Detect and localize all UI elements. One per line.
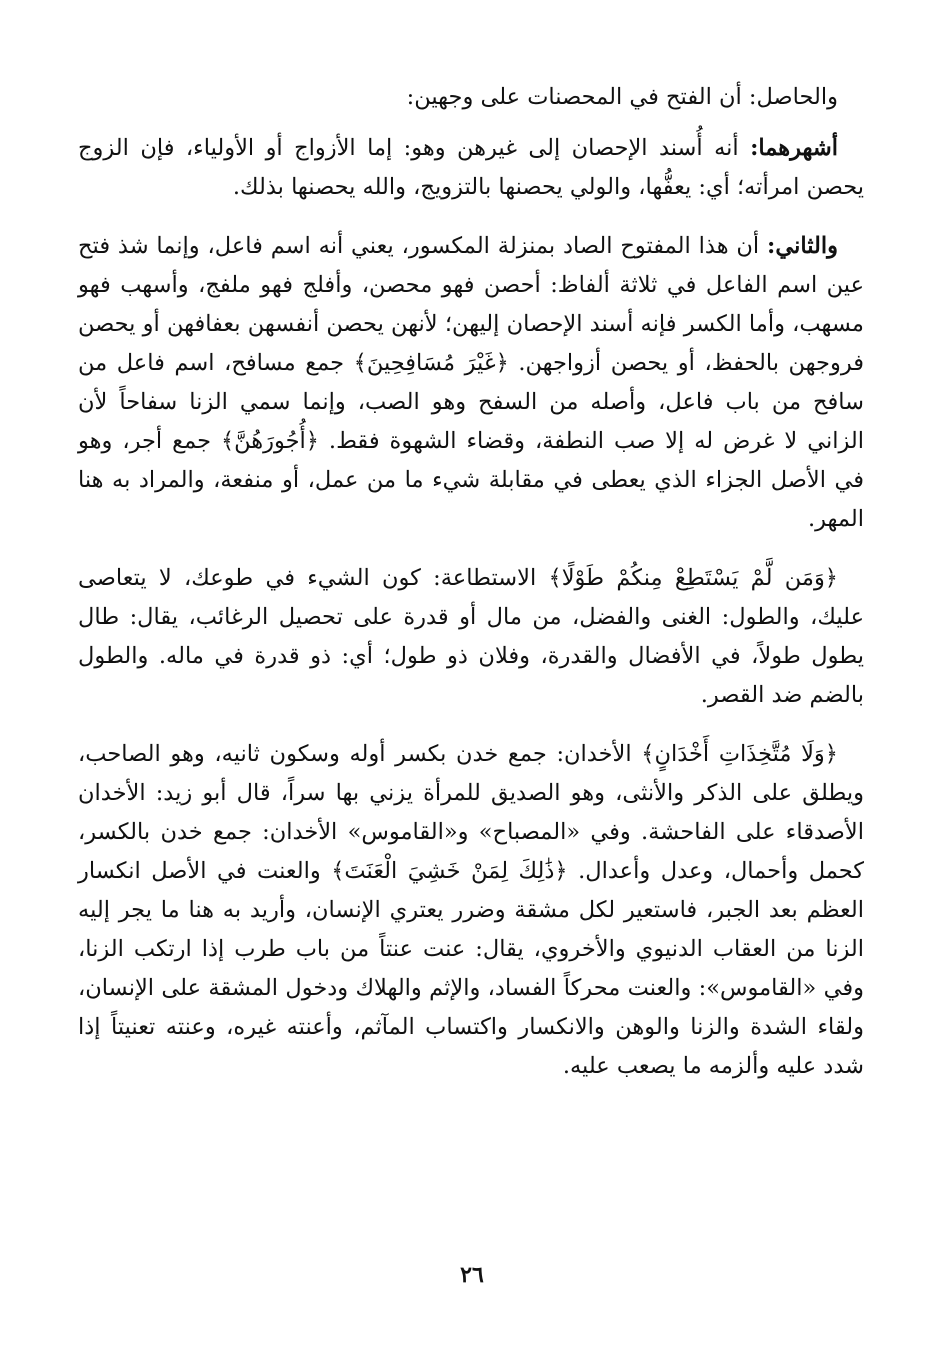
paragraph-lead: أشهرهما: — [750, 135, 838, 161]
paragraph-first-meaning — [78, 129, 864, 207]
paragraph-text: أنه أُسند الإحصان إلى غيرهن وهو: إما الأزواج أو الأولياء، فإن الزوج يحصن امرأته؛ أي: يعفُّها، والولي يحصنها بالتزويج، والله يحصنها بذلك. — [78, 135, 864, 200]
page-body — [78, 78, 864, 1106]
paragraph-text: أن هذا المفتوح الصاد بمنزلة المكسور، يعني أنه اسم فاعل، وإنما شذ فتح عين اسم الفاعل في ثلاثة ألفاظ: أحصن فهو محصن، وأفلج فهو ملفج، وأسهب فهو مسهب، وأما الكسر فإنه أسند الإحصان إليهن؛ لأنهن يحصن أنفسهن بعفافهن أو يحصن فروجهن بالحفظ، أو يحصن أزواجهن. ﴿غَيْرَ مُسَافِحِينَ﴾ جمع مسافح، اسم فاعل من سافح من باب فاعل، وأصله من السفح وهو الصب، وإنما سمي الزنا سفاحاً لأن الزاني لا غرض له إلا صب النطفة، وقضاء الشهوة فقط. ﴿أُجُورَهُنَّ﴾ جمع أجر، وهو في الأصل الجزاء الذي يعطى في مقابلة شيء ما من عمل، أو منفعة، والمراد به هنا المهر. — [78, 233, 865, 532]
paragraph-text: ﴿وَمَن لَّمْ يَسْتَطِعْ مِنكُمْ طَوْلًا﴾ الاستطاعة: كون الشيء في طوعك، لا يتعاصى عليك، والطول: الغنى والفضل، من مال أو قدرة على تحصيل الرغائب، يقال: طال يطول طولاً، في الأفضال والقدرة، وفلان ذو طول؛ أي: ذو قدرة في ماله. والطول بالضم ضد القصر. — [78, 565, 864, 708]
paragraph-tawl — [78, 559, 864, 715]
paragraph-akhdan — [78, 735, 864, 1086]
paragraph-text: والحاصل: أن الفتح في المحصنات على وجهين: — [406, 84, 838, 110]
paragraph-text: ﴿وَلَا مُتَّخِذَاتِ أَخْدَانٍ﴾ الأخدان: جمع خدن بكسر أوله وسكون ثانيه، وهو الصاحب، ويطلق على الذكر والأنثى، وهو الصديق للمرأة يزني بها سراً، قال أبو زيد: الأخدان الأصدقاء على الفاحشة. وفي «المصباح» و«القاموس» الأخدان: جمع خدن بالكسر، كحمل وأحمال، وعدل وأعدال. ﴿ذَٰلِكَ لِمَنْ خَشِيَ الْعَنَتَ﴾ والعنت في الأصل انكسار العظم بعد الجبر، فاستعير لكل مشقة وضرر يعتري الإنسان، وأريد به هنا ما يجر إليه الزنا من العقاب الدنيوي والأخروي، يقال: عنت عنتاً من باب طرب إذا ارتكب الزنا، وفي «القاموس»: والعنت محركاً الفساد، والإثم والهلاك ودخول المشقة على الإنسان، ولقاء الشدة والزنا والوهن والانكسار واكتساب المآثم، وأعنته غيره، وعنته تعنيتاً إذا شدد عليه وألزمه ما يصعب عليه. — [78, 741, 864, 1079]
paragraph-lead: والثاني: — [767, 233, 838, 259]
page-number: ٢٦ — [460, 1262, 484, 1288]
paragraph-summary — [78, 78, 864, 117]
paragraph-second-meaning — [78, 227, 864, 539]
